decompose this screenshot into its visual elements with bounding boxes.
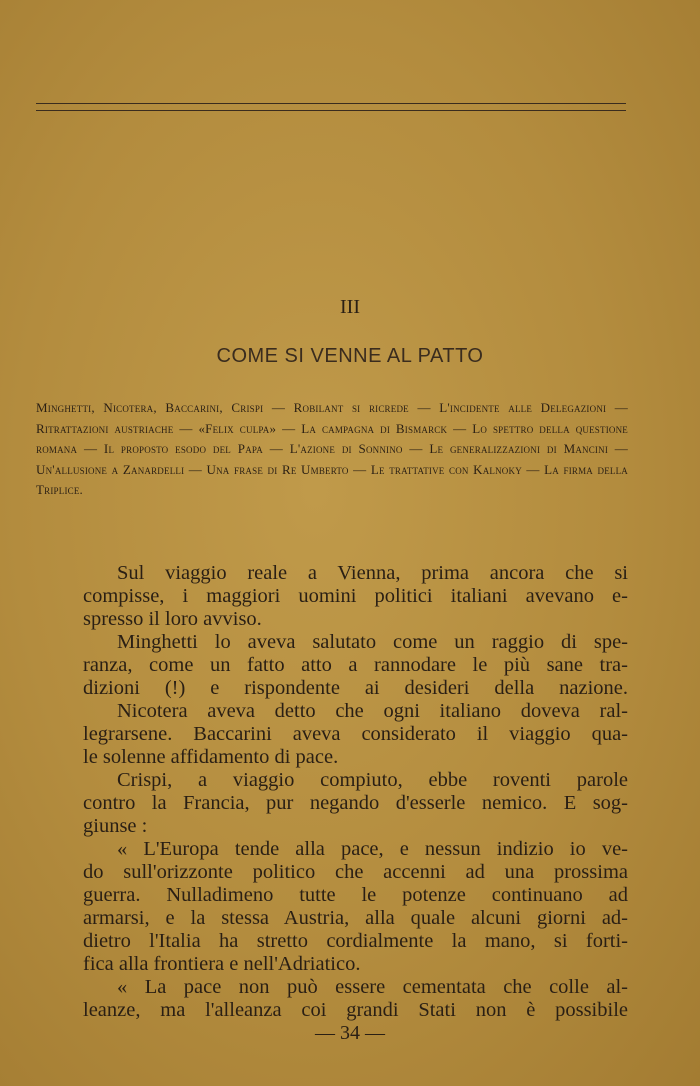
page-number: — 34 — [315,1022,385,1044]
body-text [83,562,628,1022]
body-line: spresso il loro avviso. [83,608,262,630]
body-line: « La pace non può essere cementata che colle al- [117,976,628,998]
body-line: guerra. Nulladimeno tutte le potenze continuano ad [83,884,628,906]
body-line: ranza, come un fatto atto a rannodare le più sane tra- [83,654,628,676]
chapter-summary: Minghetti, Nicotera, Baccarini, Crispi — Robilant si ricrede — L'incidente alle Delegazioni — Ritrattazioni austriache — «Felix culpa» — La campagna di Bismarck — Lo spettro della questione romana — Il proposto esodo del Papa — L'azione di Sonnino — Le generalizzazioni di Mancini — Un'allusione a Zanardelli — Una frase di Re Umberto — Le trattative con Kalnoky — La firma della Triplice. [36,400,632,497]
body-line: fica alla frontiera e nell'Adriatico. [83,953,361,975]
body-line: Minghetti lo aveva salutato come un raggio di spe- [117,631,628,653]
top-rule-second [36,110,626,111]
body-line: contro la Francia, pur negando d'esserle nemico. E sog- [83,792,628,814]
body-line: dizioni (!) e rispondente ai desideri della nazione. [83,677,628,699]
body-line: do sull'orizzonte politico che accenni ad una prossima [83,861,628,883]
body-line: compisse, i maggiori uomini politici italiani avevano e- [83,585,628,607]
body-line: armarsi, e la stessa Austria, alla quale alcuni giorni ad- [83,907,628,929]
top-rule [36,103,626,104]
body-line: Nicotera aveva detto che ogni italiano doveva ral- [117,700,628,722]
body-line: dietro l'Italia ha stretto cordialmente la mano, si forti- [83,930,628,952]
body-line: « L'Europa tende alla pace, e nessun indizio io ve- [117,838,628,860]
body-line: giunse : [83,815,148,837]
chapter-number: III [340,296,360,318]
body-line: leanze, ma l'alleanza coi grandi Stati non è possibile [83,999,628,1021]
body-line: le solenne affidamento di pace. [83,746,339,768]
body-line: Crispi, a viaggio compiuto, ebbe roventi parole [117,769,628,791]
body-line: Sul viaggio reale a Vienna, prima ancora che si [117,562,628,584]
chapter-title: COME SI VENNE AL PATTO [216,345,484,367]
body-line: legrarsene. Baccarini aveva considerato il viaggio qua- [83,723,628,745]
